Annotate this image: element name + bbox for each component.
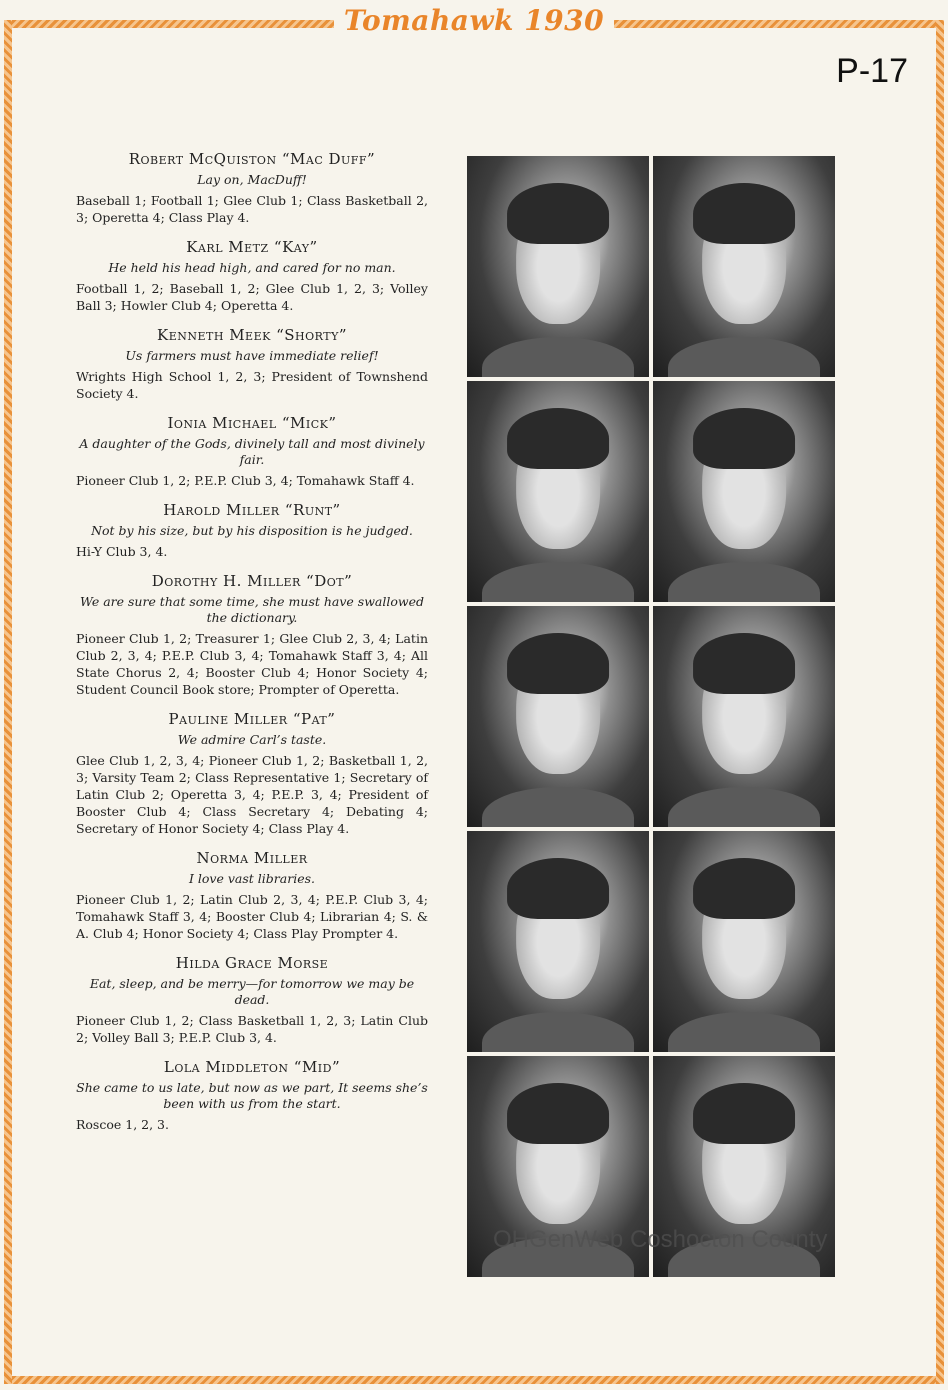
senior-entry (76, 1058, 428, 1133)
senior-entries (76, 150, 428, 1145)
senior-activities: Wrights High School 1, 2, 3; President of Townshend Society 4. (76, 369, 428, 401)
senior-name: Karl Metz “Kay” (186, 238, 318, 256)
senior-activities: Pioneer Club 1, 2; P.E.P. Club 3, 4; Tomahawk Staff 4. (76, 473, 415, 488)
senior-name: Kenneth Meek “Shorty” (156, 326, 348, 344)
senior-name: Ionia Michael “Mick” (167, 414, 337, 432)
portrait-photo (467, 606, 649, 827)
senior-entry (76, 710, 428, 837)
senior-quote: A daughter of the Gods, divinely tall and most divinely fair. (79, 436, 425, 467)
senior-quote: I love vast libraries. (189, 871, 315, 886)
portrait-photo (467, 831, 649, 1052)
rope-border-left (4, 20, 12, 1384)
senior-entry (76, 326, 428, 402)
senior-quote: Eat, sleep, and be merry—for tomorrow we may be dead. (89, 976, 415, 1007)
senior-name: Pauline Miller “Pat” (168, 710, 336, 728)
senior-entry (76, 414, 428, 489)
rope-border-bottom (4, 1376, 944, 1384)
senior-quote: Us farmers must have immediate relief! (125, 348, 379, 363)
senior-quote: He held his head high, and cared for no man. (108, 260, 396, 275)
senior-activities: Roscoe 1, 2, 3. (76, 1117, 169, 1132)
senior-name: Robert McQuiston “Mac Duff” (128, 150, 376, 168)
portrait-photo (467, 156, 649, 377)
senior-name: Harold Miller “Runt” (163, 501, 341, 519)
senior-quote: She came to us late, but now as we part, It seems she’s been with us from the start. (76, 1080, 428, 1111)
portrait-grid (467, 156, 835, 1278)
portrait-photo (467, 381, 649, 602)
senior-activities: Glee Club 1, 2, 3, 4; Pioneer Club 1, 2; Basketball 1, 2, 3; Varsity Team 2; Class Representative 1; Secretary of Latin Club 2; Operetta 3, 4; P.E.P. 3, 4; President of Booster Club 4; Class Secretary 4; Debating 4; Secretary of Honor Society 4; Class Play 4. (76, 753, 428, 836)
senior-activities: Pioneer Club 1, 2; Class Basketball 1, 2, 3; Latin Club 2; Volley Ball 3; P.E.P. Club 3, 4. (76, 1013, 428, 1045)
senior-activities: Football 1, 2; Baseball 1, 2; Glee Club 1, 2, 3; Volley Ball 3; Howler Club 4; Operetta 4. (76, 281, 428, 313)
page-header (0, 4, 948, 37)
senior-name: Lola Middleton “Mid” (163, 1058, 341, 1076)
senior-name: Hilda Grace Morse (175, 954, 329, 972)
portrait-photo (653, 606, 835, 827)
senior-entry (76, 849, 428, 942)
page-title: Tomahawk 1930 (334, 4, 614, 37)
portrait-photo (653, 156, 835, 377)
senior-quote: We admire Carl’s taste. (177, 732, 327, 747)
senior-quote: Not by his size, but by his disposition is he judged. (91, 523, 413, 538)
portrait-photo (653, 381, 835, 602)
senior-quote: Lay on, MacDuff! (197, 172, 307, 187)
senior-activities: Pioneer Club 1, 2; Latin Club 2, 3, 4; P.E.P. Club 3, 4; Tomahawk Staff 3, 4; Booster Club 4; Librarian 4; S. & A. Club 4; Honor Society 4; Class Play Prompter 4. (76, 892, 428, 941)
senior-entry (76, 501, 428, 560)
senior-name: Norma Miller (196, 849, 308, 867)
watermark-text: OHGenWeb Coshocton County (493, 1226, 828, 1253)
senior-entry (76, 954, 428, 1046)
senior-name: Dorothy H. Miller “Dot” (151, 572, 353, 590)
senior-entry (76, 150, 428, 226)
senior-activities: Hi-Y Club 3, 4. (76, 544, 168, 559)
portrait-photo (653, 831, 835, 1052)
page-number-label: P-17 (836, 52, 908, 90)
senior-entry (76, 572, 428, 698)
rope-border-right (936, 20, 944, 1384)
senior-entry (76, 238, 428, 314)
senior-quote: We are sure that some time, she must have swallowed the dictionary. (80, 594, 424, 625)
senior-activities: Baseball 1; Football 1; Glee Club 1; Class Basketball 2, 3; Operetta 4; Class Play 4. (76, 193, 428, 225)
senior-activities: Pioneer Club 1, 2; Treasurer 1; Glee Club 2, 3, 4; Latin Club 2, 3, 4; P.E.P. Club 3, 4; Tomahawk Staff 3, 4; All State Chorus 2, 4; Booster Club 4; Honor Society 4; Student Council Book store; Prompter of Operetta. (76, 631, 428, 697)
